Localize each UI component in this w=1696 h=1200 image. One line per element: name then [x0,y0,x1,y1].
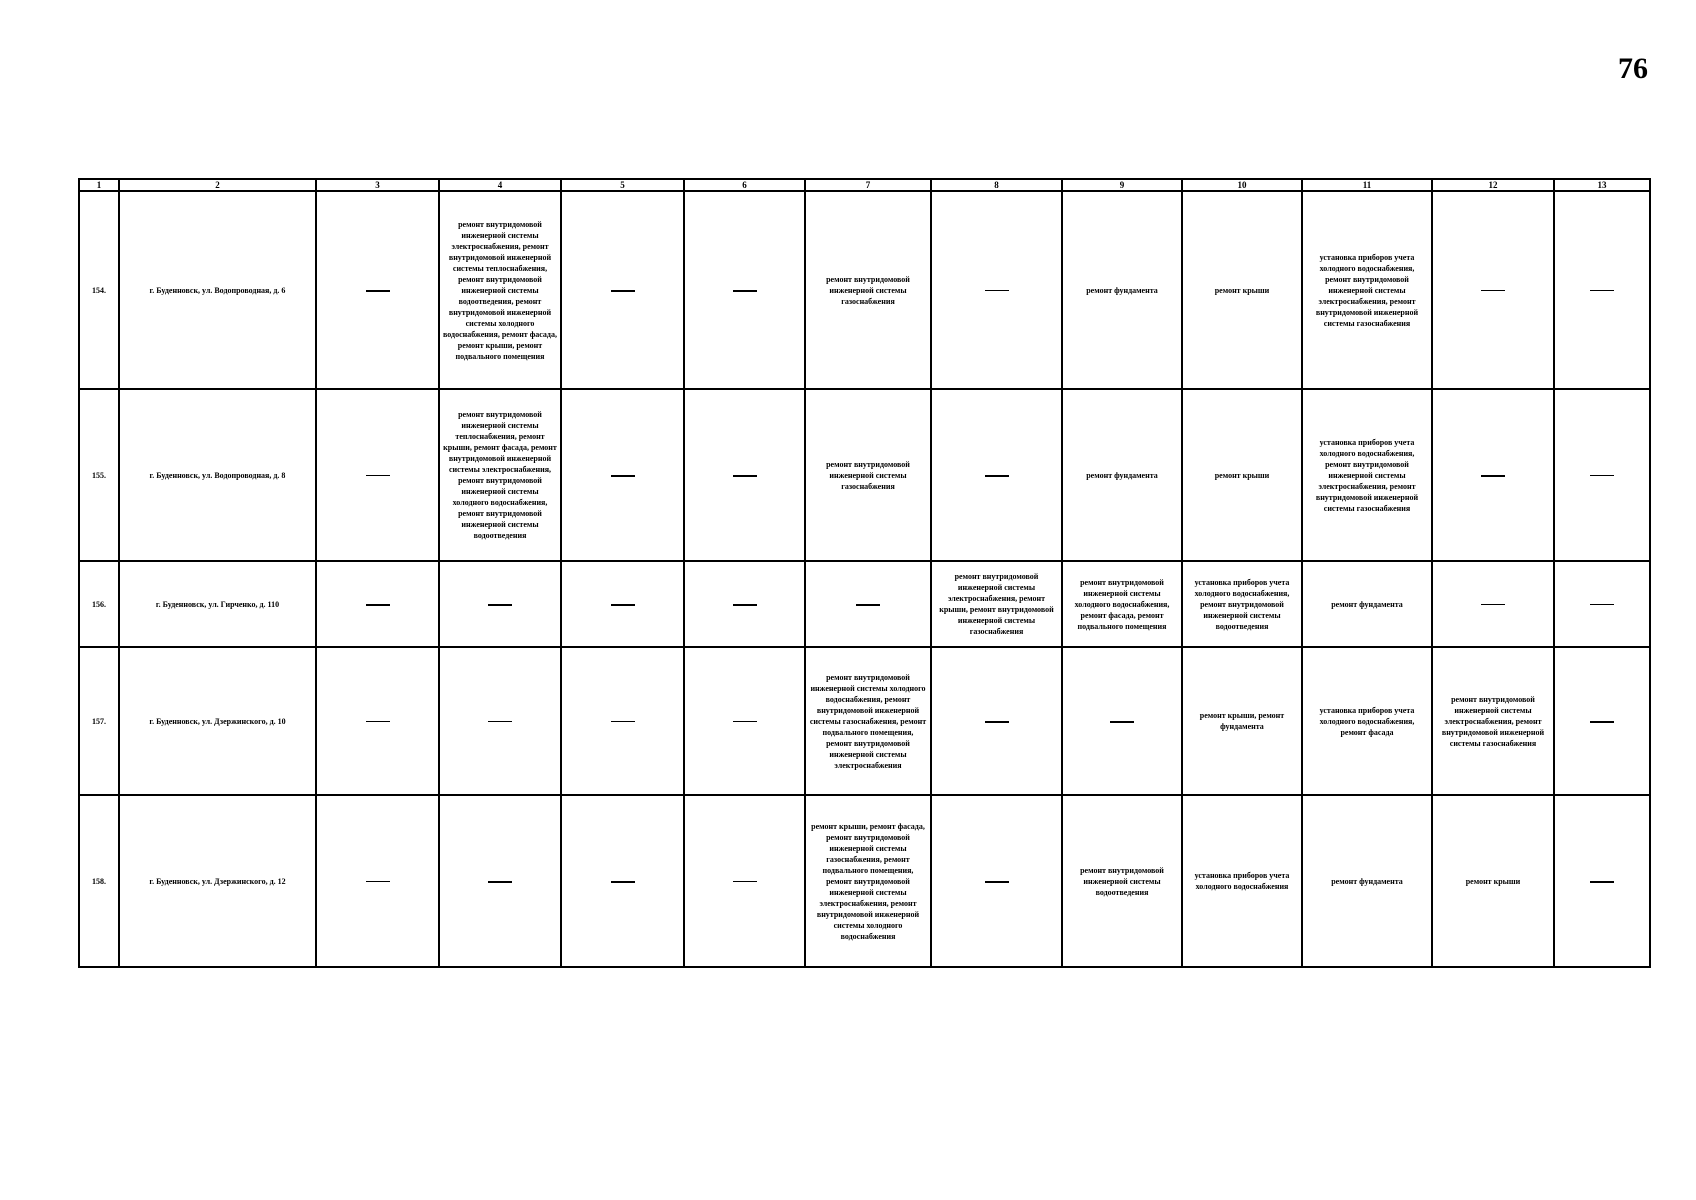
cell [316,647,439,795]
empty-dash [1481,290,1505,291]
column-header: 8 [931,179,1062,191]
empty-dash [611,604,635,606]
cell: ремонт внутридомовой инженерной системы электроснабжения, ремонт крыши, ремонт внутридомовой инженерной системы газоснабжения [931,561,1062,647]
cell [684,191,805,389]
table-row [79,647,1650,795]
cell: ремонт внутридомовой инженерной системы газоснабжения [805,389,931,561]
row-address: г. Буденновск, ул. Водопроводная, д. 8 [119,389,316,561]
column-header: 12 [1432,179,1554,191]
cell [561,389,684,561]
empty-dash [611,475,635,477]
table-row [79,795,1650,967]
cell: ремонт крыши, ремонт фундамента [1182,647,1302,795]
cell [316,389,439,561]
empty-dash [366,881,390,882]
row-number: 155. [79,389,119,561]
cell [931,389,1062,561]
empty-dash [733,290,757,292]
column-header: 13 [1554,179,1650,191]
column-header: 5 [561,179,684,191]
cell [931,647,1062,795]
empty-dash [366,721,390,722]
cell: ремонт крыши, ремонт фасада, ремонт внутридомовой инженерной системы газоснабжения, ремонт подвального помещения, ремонт внутридомовой инженерной системы электроснабжения, ремонт внутридомовой инженерной системы холодного водоснабжения [805,795,931,967]
column-header: 2 [119,179,316,191]
empty-dash [1590,881,1614,883]
cell: ремонт крыши [1432,795,1554,967]
cell [1554,647,1650,795]
cell [316,561,439,647]
row-address: г. Буденновск, ул. Дзержинского, д. 12 [119,795,316,967]
cell [684,795,805,967]
cell: ремонт фундамента [1302,795,1432,967]
page-number: 76 [1618,52,1648,85]
cell [805,561,931,647]
row-number: 158. [79,795,119,967]
cell: установка приборов учета холодного водоснабжения, ремонт внутридомовой инженерной системы электроснабжения, ремонт внутридомовой инженерной системы газоснабжения [1302,389,1432,561]
cell: установка приборов учета холодного водоснабжения, ремонт внутридомовой инженерной системы электроснабжения, ремонт внутридомовой инженерной системы газоснабжения [1302,191,1432,389]
cell: установка приборов учета холодного водоснабжения, ремонт внутридомовой инженерной системы водоотведения [1182,561,1302,647]
cell [439,561,561,647]
column-header: 6 [684,179,805,191]
empty-dash [366,604,390,606]
empty-dash [1481,475,1505,477]
column-header: 3 [316,179,439,191]
row-number: 157. [79,647,119,795]
row-number: 156. [79,561,119,647]
table-row [79,389,1650,561]
cell: ремонт фундамента [1062,389,1182,561]
cell [931,795,1062,967]
cell: ремонт крыши [1182,389,1302,561]
cell [439,647,561,795]
cell: ремонт внутридомовой инженерной системы газоснабжения [805,191,931,389]
column-header: 1 [79,179,119,191]
cell: ремонт внутридомовой инженерной системы холодного водоснабжения, ремонт внутридомовой инженерной системы газоснабжения, ремонт подвального помещения, ремонт внутридомовой инженерной системы электроснабжения [805,647,931,795]
cell [1554,561,1650,647]
empty-dash [733,475,757,477]
table-row [79,561,1650,647]
empty-dash [985,721,1009,723]
repair-schedule-table [78,178,1651,968]
cell: установка приборов учета холодного водоснабжения [1182,795,1302,967]
cell [561,191,684,389]
cell [1554,191,1650,389]
column-number-row [79,179,1650,191]
cell [316,795,439,967]
empty-dash [985,290,1009,291]
empty-dash [985,881,1009,883]
cell: ремонт внутридомовой инженерной системы водоотведения [1062,795,1182,967]
empty-dash [733,881,757,882]
cell [1432,191,1554,389]
table-row [79,191,1650,389]
row-number: 154. [79,191,119,389]
cell [684,561,805,647]
cell [684,647,805,795]
cell [1062,647,1182,795]
empty-dash [856,604,880,606]
empty-dash [611,721,635,722]
cell [931,191,1062,389]
cell [1432,561,1554,647]
row-address: г. Буденновск, ул. Дзержинского, д. 10 [119,647,316,795]
cell: ремонт крыши [1182,191,1302,389]
empty-dash [733,604,757,606]
cell [561,647,684,795]
column-header: 7 [805,179,931,191]
empty-dash [1590,475,1614,476]
empty-dash [366,290,390,292]
column-header: 4 [439,179,561,191]
cell [439,795,561,967]
cell: ремонт фундамента [1062,191,1182,389]
cell: ремонт внутридомовой инженерной системы холодного водоснабжения, ремонт фасада, ремонт подвального помещения [1062,561,1182,647]
cell [1432,389,1554,561]
cell [561,561,684,647]
cell: установка приборов учета холодного водоснабжения, ремонт фасада [1302,647,1432,795]
empty-dash [1110,721,1134,723]
empty-dash [366,475,390,476]
cell: ремонт фундамента [1302,561,1432,647]
empty-dash [985,475,1009,477]
column-header: 10 [1182,179,1302,191]
cell [1554,795,1650,967]
empty-dash [1590,721,1614,723]
empty-dash [733,721,757,722]
cell [316,191,439,389]
cell: ремонт внутридомовой инженерной системы электроснабжения, ремонт внутридомовой инженерной системы теплоснабжения, ремонт внутридомовой инженерной системы водоотведения, ремонт внутридомовой инженерной системы холодного водоснабжения, ремонт фасада, ремонт крыши, ремонт подвального помещения [439,191,561,389]
cell [1554,389,1650,561]
empty-dash [611,881,635,883]
column-header: 9 [1062,179,1182,191]
empty-dash [488,881,512,883]
row-address: г. Буденновск, ул. Водопроводная, д. 6 [119,191,316,389]
empty-dash [611,290,635,292]
cell [561,795,684,967]
empty-dash [1590,290,1614,291]
empty-dash [1481,604,1505,605]
cell: ремонт внутридомовой инженерной системы электроснабжения, ремонт внутридомовой инженерной системы газоснабжения [1432,647,1554,795]
column-header: 11 [1302,179,1432,191]
cell: ремонт внутридомовой инженерной системы теплоснабжения, ремонт крыши, ремонт фасада, ремонт внутридомовой инженерной системы электроснабжения, ремонт внутридомовой инженерной системы холодного водоснабжения, ремонт внутридомовой инженерной системы водоотведения [439,389,561,561]
row-address: г. Буденновск, ул. Гирченко, д. 110 [119,561,316,647]
empty-dash [488,604,512,606]
empty-dash [1590,604,1614,605]
cell [684,389,805,561]
empty-dash [488,721,512,722]
